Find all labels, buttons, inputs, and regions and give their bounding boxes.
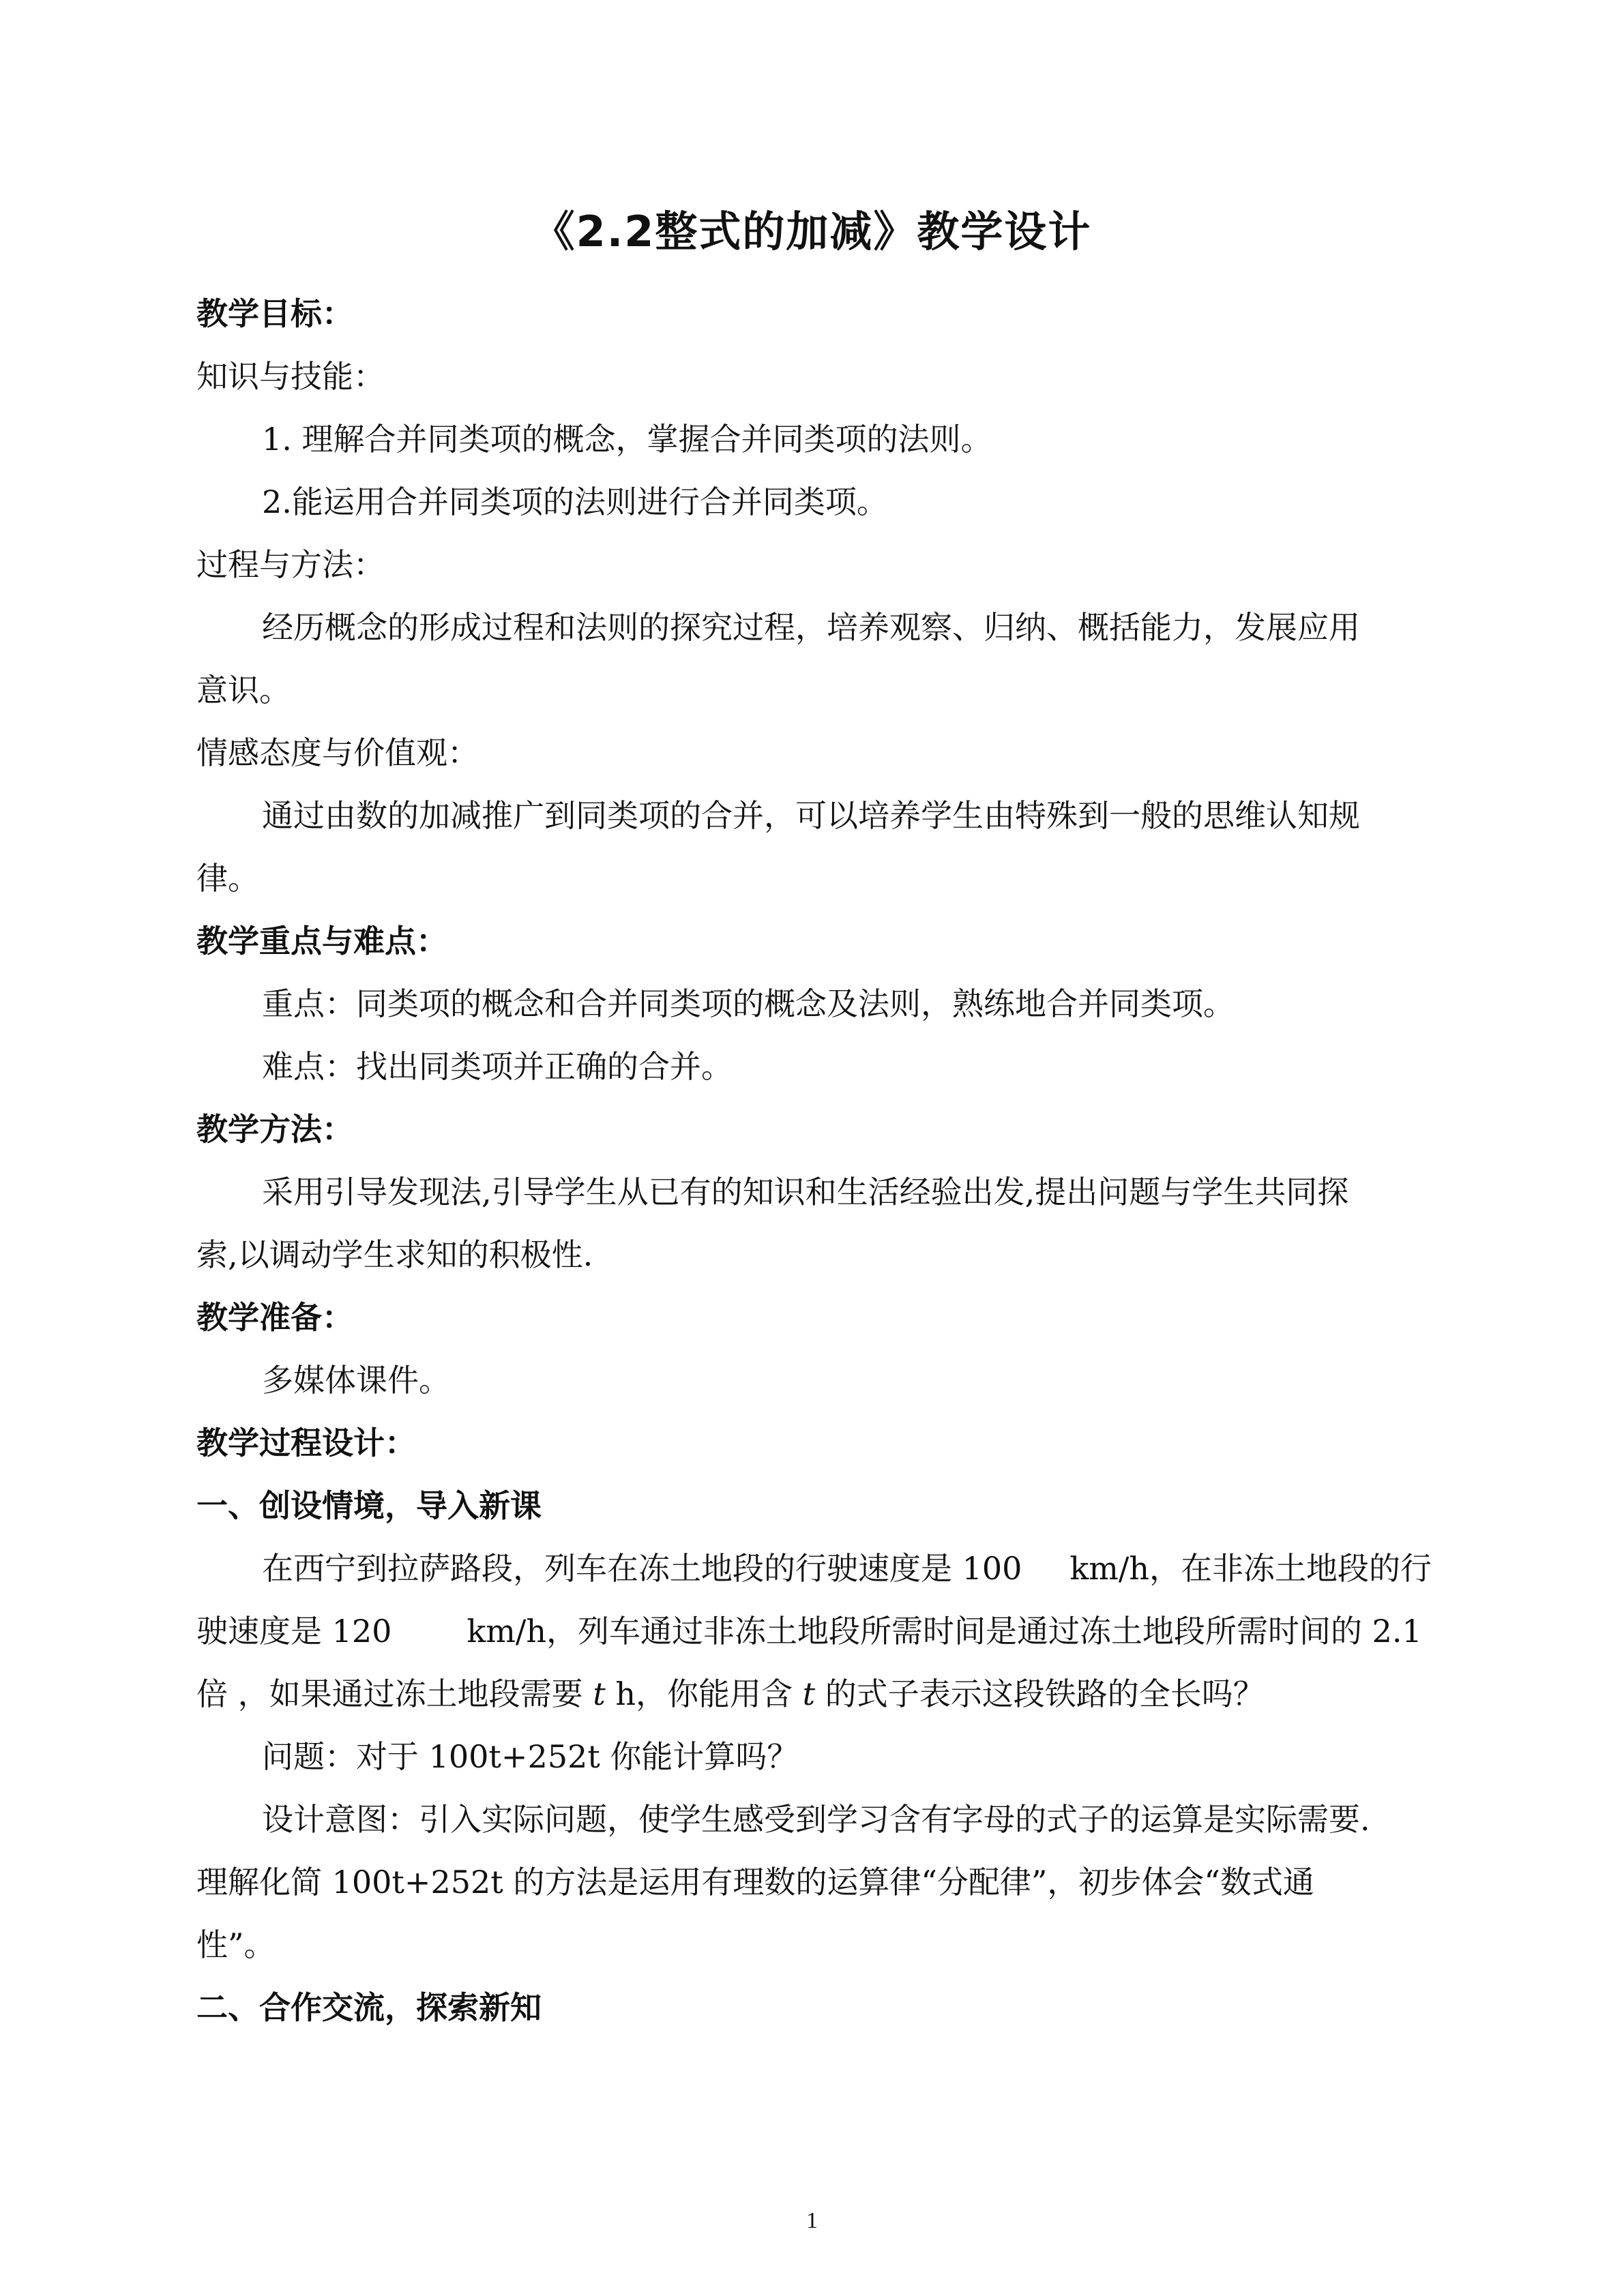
- question-text: 问题：对于 100t+252t 你能计算吗？: [262, 1738, 799, 1775]
- section-2-heading: 二、合作交流，探索新知: [196, 1989, 542, 2026]
- design-intent-line-1: 设计意图：引入实际问题，使学生感受到学习含有字母的式子的运算是实际需要.: [262, 1801, 1370, 1838]
- process-text-line-1: 经历概念的形成过程和法则的探究过程，培养观察、归纳、概括能力，发展应用: [262, 609, 1360, 646]
- key-point-focus: 重点：同类项的概念和合并同类项的概念及法则，熟练地合并同类项。: [262, 985, 1235, 1022]
- variable-t: t: [802, 1675, 816, 1712]
- knowledge-item-1: 1. 理解合并同类项的概念，掌握合并同类项的法则。: [262, 421, 992, 458]
- variable-t: t: [593, 1675, 606, 1712]
- scenario-line-2-part-b: km/h，列车通过非冻土地段所需时间是通过冻土地段所需时间的 2.1: [467, 1613, 1422, 1650]
- key-point-difficulty: 难点：找出同类项并正确的合并。: [262, 1048, 733, 1085]
- scenario-line-1-part-b: km/h，在非冻土地段的行: [1069, 1550, 1432, 1587]
- section-1-heading: 一、创设情境，导入新课: [196, 1487, 542, 1524]
- method-heading: 教学方法：: [196, 1111, 353, 1148]
- emotion-text-line-2: 律。: [196, 860, 259, 897]
- scenario-line-3-part-a: 倍 ，如果通过冻土地段需要: [196, 1675, 593, 1712]
- key-points-heading: 教学重点与难点：: [196, 923, 447, 959]
- preparation-heading: 教学准备：: [196, 1299, 353, 1336]
- scenario-line-3: [196, 1673, 1451, 1714]
- document-title: 《2.2整式的加减》教学设计: [532, 207, 1092, 256]
- method-text-line-1: 采用引导发现法,引导学生从已有的知识和生活经验出发,提出问题与学生共同探: [262, 1174, 1349, 1210]
- scenario-line-1: [262, 1548, 1456, 1589]
- scenario-line-3-part-b: h，你能用含: [605, 1675, 803, 1712]
- process-design-heading: 教学过程设计：: [196, 1425, 416, 1461]
- process-text-line-2: 意识。: [196, 672, 291, 709]
- method-text-line-2: 索,以调动学生求知的积极性.: [196, 1236, 593, 1273]
- scenario-line-2: [196, 1611, 1451, 1652]
- emotion-heading: 情感态度与价值观：: [196, 734, 479, 771]
- scenario-line-3-part-c: 的式子表示这段铁路的全长吗？: [815, 1675, 1265, 1712]
- scenario-line-2-part-a: 驶速度是 120: [196, 1613, 392, 1650]
- knowledge-item-2: 2.能运用合并同类项的法则进行合并同类项。: [262, 483, 888, 520]
- knowledge-heading: 知识与技能：: [196, 358, 385, 395]
- objectives-heading: 教学目标：: [196, 295, 353, 332]
- scenario-line-1-part-a: 在西宁到拉萨路段，列车在冻土地段的行驶速度是 100: [262, 1550, 1022, 1587]
- design-intent-line-2: 理解化简 100t+252t 的方法是运用有理数的运算律“分配律”，初步体会“数式通: [196, 1864, 1314, 1900]
- emotion-text-line-1: 通过由数的加减推广到同类项的合并，可以培养学生由特殊到一般的思维认知规: [262, 797, 1360, 834]
- design-intent-line-3: 性”。: [196, 1926, 276, 1963]
- process-heading: 过程与方法：: [196, 546, 385, 583]
- preparation-text: 多媒体课件。: [262, 1362, 450, 1399]
- page-number: 1: [806, 2208, 818, 2233]
